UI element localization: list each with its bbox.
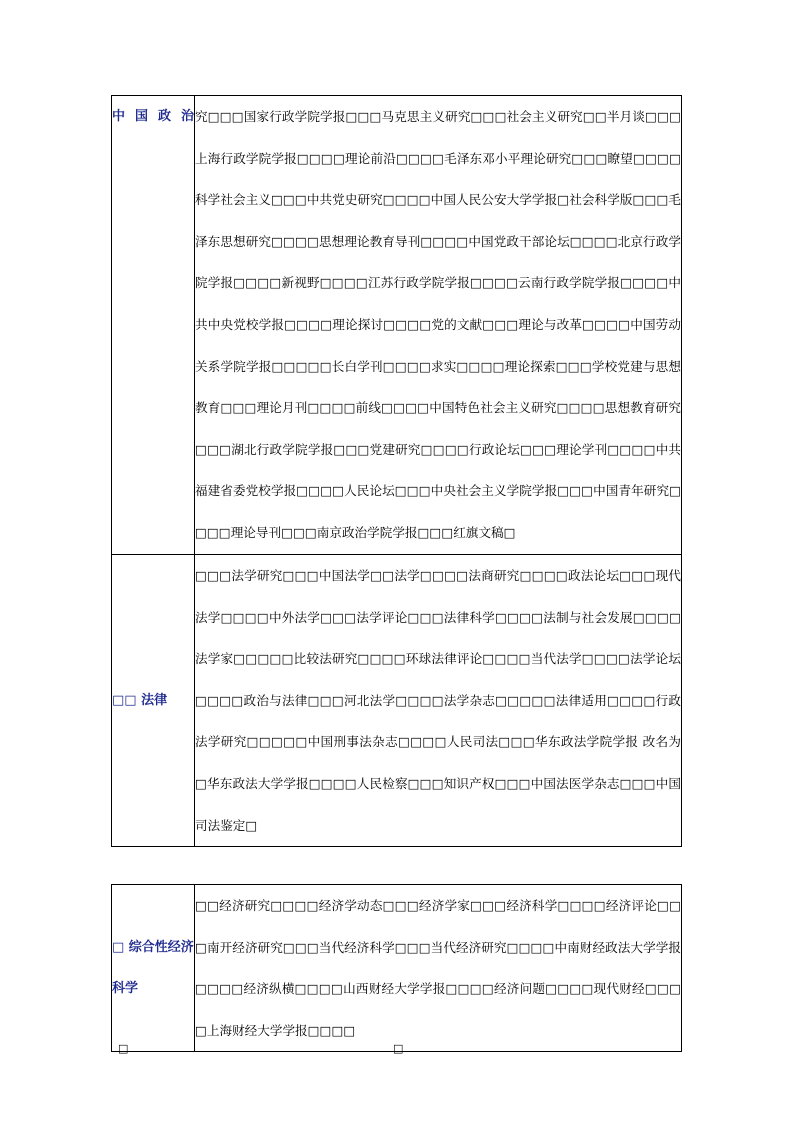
table-row xyxy=(112,555,682,847)
journal-list-politics: 究□□□国家行政学院学报□□□马克思主义研究□□□社会主义研究□□半月谈□□□上海行政学院学报□□□□理论前沿□□□□毛泽东邓小平理论研究□□□瞭望□□□□科学社会主义□□□中共党史研究□□□□中国人民公安大学学报□社会科学版□□□毛泽东思想研究□□□□思想理论教育导刊□□□□中国党政干部论坛□□□□北京行政学院学报□□□□新视野□□□□江苏行政学院学报□□□□云南行政学院学报□□□□中共中央党校学报□□□□理论探讨□□□□党的文献□□□理论与改革□□□□中国劳动关系学院学报□□□□□长白学刊□□□□求实□□□□理论探索□□□学校党建与思想教育□□□理论月刊□□□□前线□□□□中国特色社会主义研究□□□□思想教育研究□□□湖北行政学院学报□□□党建研究□□□□行政论坛□□□理论学刊□□□□中共福建省委党校学报□□□□人民论坛□□□中央社会主义学院学报□□□中国青年研究□□□□理论导刊□□□南京政治学院学报□□□红旗文稿□ xyxy=(195,96,682,555)
table-row xyxy=(112,96,682,555)
journal-table-2 xyxy=(111,884,682,1052)
footer-mark-left: □ xyxy=(118,1042,129,1055)
category-cell-law: □□ 法律 xyxy=(112,555,195,847)
category-cell-politics: 中国政治 xyxy=(112,96,195,555)
journal-table-1 xyxy=(111,95,682,847)
category-cell-economics: □ 综合性经济科学 xyxy=(112,885,195,1052)
journal-list-law: □□□法学研究□□□中国法学□□法学□□□□法商研究□□□□政法论坛□□□现代法学□□□□中外法学□□□法学评论□□□法律科学□□□□法制与社会发展□□□□法学家□□□□□比较法研究□□□□环球法律评论□□□□当代法学□□□□法学论坛□□□□政治与法律□□□河北法学□□□□法学杂志□□□□□法律适用□□□□行政法学研究□□□□□中国刑事法杂志□□□□人民司法□□□华东政法学院学报 改名为□华东政法大学学报□□□□人民检察□□□知识产权□□□中国法医学杂志□□□中国司法鉴定□ xyxy=(195,555,682,847)
table-row xyxy=(112,885,682,1052)
footer-mark-center: □ xyxy=(393,1042,404,1055)
journal-list-economics: □□经济研究□□□□经济学动态□□□经济学家□□□经济科学□□□□经济评论□□□南开经济研究□□□当代经济科学□□□当代经济研究□□□□中南财经政法大学学报□□□□经济纵横□□□□山西财经大学学报□□□□经济问题□□□□现代财经□□□□上海财经大学学报□□□□ xyxy=(195,885,682,1052)
